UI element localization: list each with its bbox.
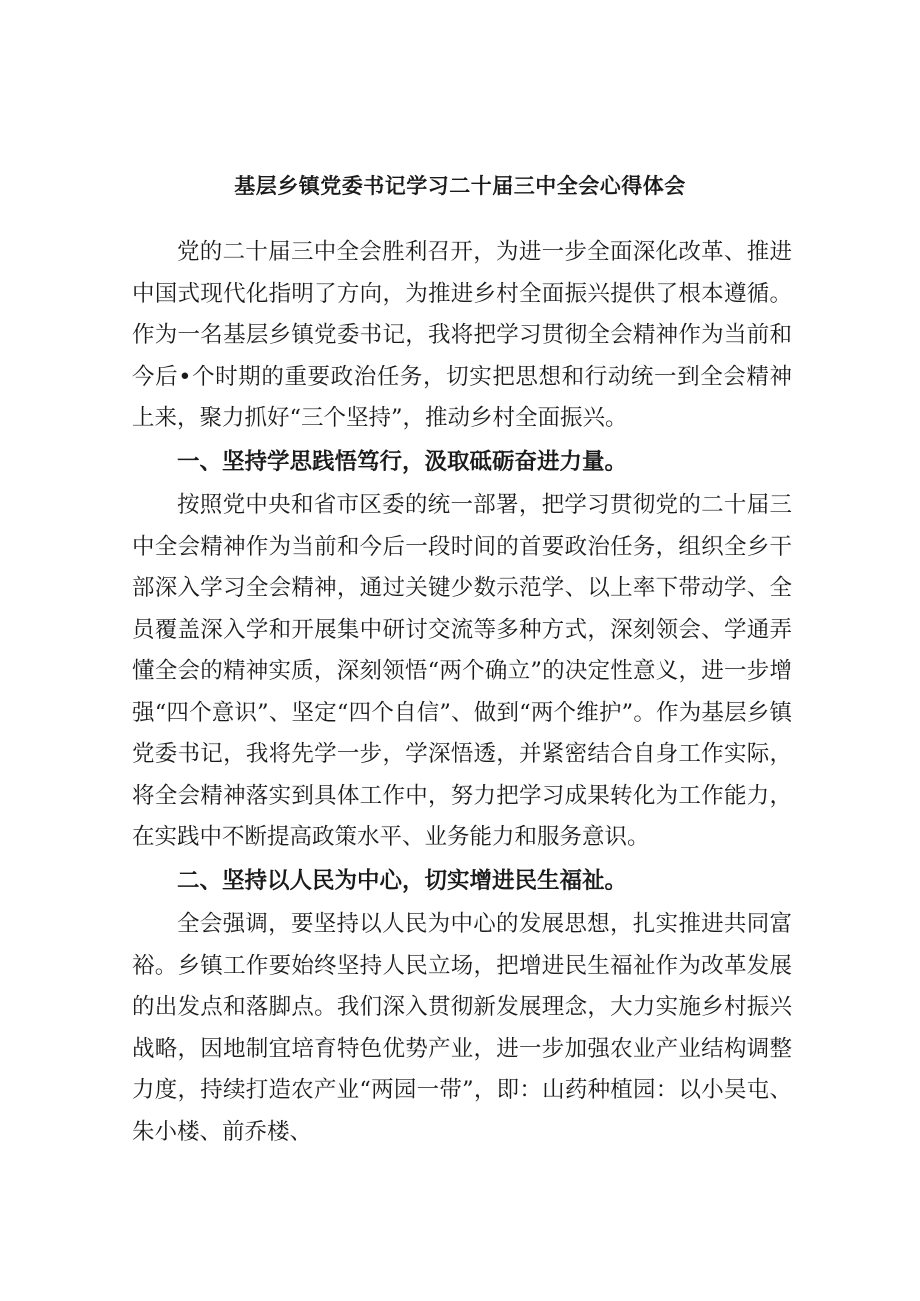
section-2-paragraph: 全会强调，要坚持以人民为中心的发展思想，扎实推进共同富裕。乡镇工作要始终坚持人民立场，把增进民生福祉作为改革发展的出发点和落脚点。我们深入贯彻新发展理念，大力实施乡村振兴战略，因地制宜培育特色优势产业，进一步加强农业产业结构调整力度，持续打造农产业“两园一带”，即：山药种植园：以小吴屯、朱小楼、前乔楼、 <box>132 911 792 1145</box>
section-1-paragraph: 按照党中央和省市区委的统一部署，把学习贯彻党的二十届三中全会精神作为当前和今后一段时间的首要政治任务，组织全乡干部深入学习全会精神，通过关键少数示范学、以上率下带动学、全员覆盖深入学和开展集中研讨交流等多种方式，深刻领会、学通弄懂全会的精神实质，深刻领悟“两个确立”的决定性意义，进一步增强“四个意识”、坚定“四个自信”、做到“两个维护”。作为基层乡镇党委书记，我将先学一步，学深悟透，并紧密结合自身工作实际，将全会精神落实到具体工作中，努力把学习成果转化为工作能力，在实践中不断提高政策水平、业务能力和服务意识。 <box>132 492 792 850</box>
intro-paragraph: 党的二十届三中全会胜利召开，为进一步全面深化改革、推进中国式现代化指明了方向，为推进乡村全面振兴提供了根本遵循。作为一名基层乡镇党委书记，我将把学习贯彻全会精神作为当前和今后•个时期的重要政治任务，切实把思想和行动统一到全会精神上来，聚力抓好“三个坚持”，推动乡村全面振兴。 <box>132 239 792 431</box>
document-title: 基层乡镇党委书记学习二十届三中全会心得体会 <box>234 174 686 198</box>
document-body <box>132 232 792 1153</box>
section-heading-2: 二、坚持以人民为中心，切实增进民生福祉。 <box>177 867 628 894</box>
section-heading-1: 一、坚持学思践悟笃行，汲取砥砺奋进力量。 <box>177 448 628 475</box>
